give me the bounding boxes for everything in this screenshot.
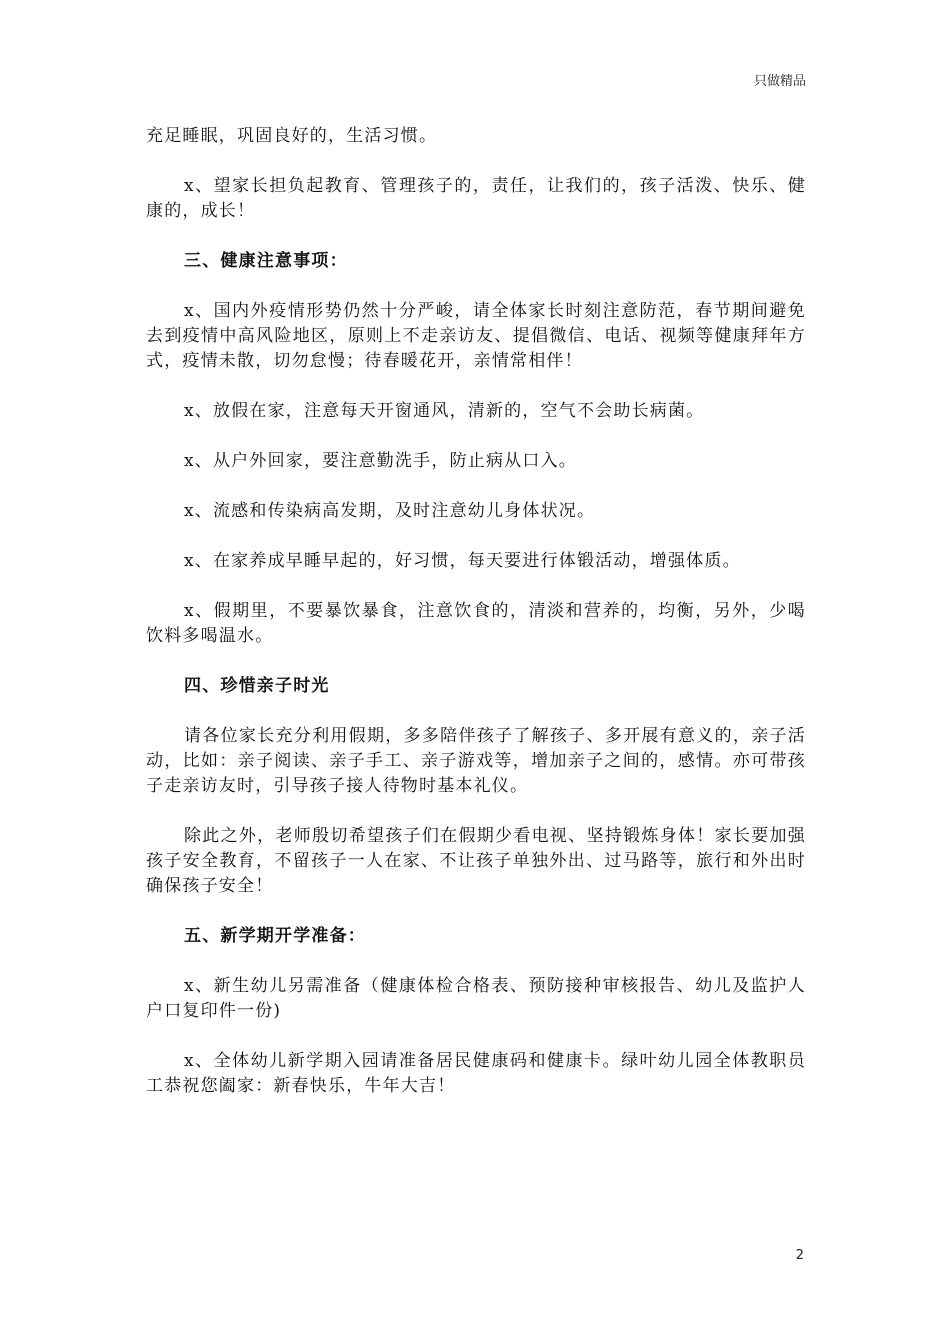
section-heading-5: 五、新学期开学准备： <box>184 926 366 946</box>
paragraph-4: x、放假在家，注意每天开窗通风，清新的，空气不会助长病菌。 <box>184 401 705 421</box>
section-heading-4: 四、珍惜亲子时光 <box>184 676 330 696</box>
paragraph-5: x、从户外回家，要注意勤洗手，防止病从口入。 <box>184 451 577 471</box>
paragraph-10: 请各位家长充分利用假期，多多陪伴孩子了解孩子、多开展有意义的，亲子活动，比如：亲子阅读、亲子手工、亲子游戏等，增加亲子之间的，感情。亦可带孩子走亲访友时，引导孩子接人待物时基本礼仪。 <box>146 726 806 796</box>
paragraph-0: 充足睡眠，巩固良好的，生活习惯。 <box>146 126 438 146</box>
page-number: 2 <box>795 1248 804 1263</box>
paragraph-11: 除此之外，老师殷切希望孩子们在假期少看电视、坚持锻炼身体！家长要加强孩子安全教育，不留孩子一人在家、不让孩子单独外出、过马路等，旅行和外出时确保孩子安全！ <box>146 826 806 896</box>
paragraph-14: x、全体幼儿新学期入园请准备居民健康码和健康卡。绿叶幼儿园全体教职员工恭祝您阖家：新春快乐，牛年大吉！ <box>146 1051 806 1096</box>
paragraph-1: x、望家长担负起教育、管理孩子的，责任，让我们的，孩子活泼、快乐、健康的，成长！ <box>146 176 806 221</box>
page-header: 只做精品 <box>753 74 806 89</box>
paragraph-13: x、新生幼儿另需准备（健康体检合格表、预防接种审核报告、幼儿及监护人户口复印件一份) <box>146 976 806 1021</box>
document-body <box>146 124 806 1124</box>
paragraph-8: x、假期里，不要暴饮暴食，注意饮食的，清淡和营养的，均衡，另外，少喝饮料多喝温水。 <box>146 601 806 646</box>
paragraph-7: x、在家养成早睡早起的，好习惯，每天要进行体锻活动，增强体质。 <box>184 551 741 571</box>
paragraph-3: x、国内外疫情形势仍然十分严峻，请全体家长时刻注意防范，春节期间避免去到疫情中高风险地区，原则上不走亲访友、提倡微信、电话、视频等健康拜年方式，疫情未散，切勿怠慢；待春暖花开，亲情常相伴！ <box>146 301 806 371</box>
section-heading-3: 三、健康注意事项： <box>184 251 348 271</box>
paragraph-6: x、流感和传染病高发期，及时注意幼儿身体状况。 <box>184 501 596 521</box>
